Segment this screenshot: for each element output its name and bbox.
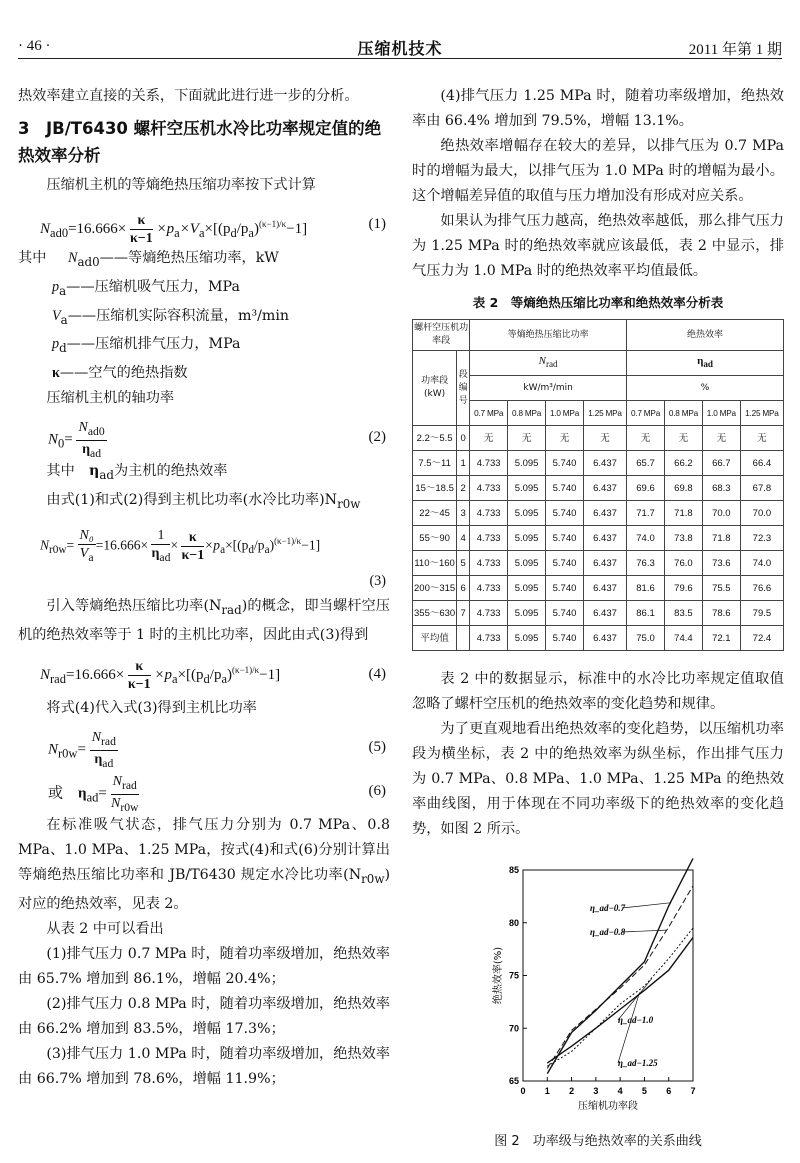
x-tick-label: 7 bbox=[690, 1086, 696, 1096]
table-cell: 70.0 bbox=[702, 501, 740, 526]
series-label: η_ad−1.25 bbox=[618, 1058, 658, 1068]
table-header: $\eta_{ad}$ bbox=[627, 351, 784, 376]
equation-6: 或 $\eta_{ad}=$ $\frac{N_{rad}}{N_{r0w}}$ (6) bbox=[48, 773, 386, 814]
table-cell: 5.740 bbox=[546, 526, 584, 551]
table-header-pressure: 0.8 MPa bbox=[508, 401, 546, 426]
table-cell: 4.733 bbox=[470, 551, 508, 576]
table-cell: 4.733 bbox=[470, 526, 508, 551]
table-header: $N_{rad}$ bbox=[470, 351, 627, 376]
table-cell: 6.437 bbox=[583, 626, 626, 651]
table-row bbox=[413, 476, 784, 501]
x-tick-label: 3 bbox=[593, 1086, 599, 1096]
figure-caption: 图 2 功率级与绝热效率的关系曲线 bbox=[494, 1134, 702, 1149]
table-header-pressure: 0.8 MPa bbox=[664, 401, 702, 426]
table-row bbox=[413, 526, 784, 551]
table-cell: 76.0 bbox=[664, 551, 702, 576]
table-cell: 74.0 bbox=[627, 526, 665, 551]
table-row bbox=[413, 601, 784, 626]
table-cell: 79.5 bbox=[740, 601, 783, 626]
table-header-pressure: 1.25 MPa bbox=[583, 401, 626, 426]
table-cell: 65.7 bbox=[627, 451, 665, 476]
table-cell: 5.740 bbox=[546, 451, 584, 476]
plot-frame bbox=[523, 870, 693, 1081]
table-header-pressure: 0.7 MPa bbox=[627, 401, 665, 426]
table-cell: 15～18.5 bbox=[413, 476, 457, 501]
table-cell: 5.740 bbox=[546, 551, 584, 576]
equation-3: $N_{r0w}=$ $\frac{\text{N₀}}{V_a}$ =16.666× $\frac{1}{\eta_{ad}}$ × $\frac{\kappa}{\kappa-1}$ $\times p_a\times[(p_d/p_a)^{(\kappa-1)/\kappa}-1]$ bbox=[40, 527, 321, 564]
table-cell: 4.733 bbox=[470, 451, 508, 476]
data-table bbox=[412, 319, 784, 651]
table-cell: 5.095 bbox=[508, 551, 546, 576]
table-cell: 5.095 bbox=[508, 601, 546, 626]
efficiency-chart bbox=[473, 858, 713, 1128]
table-header: 功率段(kW) bbox=[413, 351, 457, 426]
table-cell: 1 bbox=[457, 451, 470, 476]
table-header-pressure: 0.7 MPa bbox=[470, 401, 508, 426]
table-row bbox=[413, 426, 784, 451]
equation-2: $N_0=$ $\frac{N_{ad0}}{\eta_{ad}}$ (2) bbox=[48, 420, 386, 460]
table-cell: 5 bbox=[457, 551, 470, 576]
table-cell: 75.0 bbox=[627, 626, 665, 651]
table-cell: 平均值 bbox=[413, 626, 457, 651]
table-cell: 5.740 bbox=[546, 576, 584, 601]
paragraph: 由式(1)和式(2)得到主机比功率(水冷比功率)$N_{r0w}$ bbox=[46, 492, 361, 511]
x-tick-label: 5 bbox=[641, 1086, 647, 1096]
table-cell: 5.095 bbox=[508, 626, 546, 651]
table-cell: 4 bbox=[457, 526, 470, 551]
issue-label: 2011 年第 1 期 bbox=[688, 42, 782, 58]
table-row bbox=[413, 501, 784, 526]
table-cell: 5.095 bbox=[508, 501, 546, 526]
paragraph: 压缩机主机的轴功率 bbox=[46, 390, 175, 407]
table-cell: 76.6 bbox=[740, 576, 783, 601]
table-cell: 6.437 bbox=[583, 526, 626, 551]
table-cell: 5.740 bbox=[546, 501, 584, 526]
table-cell: 5.740 bbox=[546, 601, 584, 626]
table-cell: 4.733 bbox=[470, 626, 508, 651]
table-cell: 79.6 bbox=[664, 576, 702, 601]
paragraph: 热效率建立直接的关系，下面就此进行进一步的分析。 bbox=[18, 88, 359, 104]
table-cell: 无 bbox=[664, 426, 702, 451]
table-cell: 2 bbox=[457, 476, 470, 501]
table-row bbox=[413, 626, 784, 651]
table-header-pressure: 1.25 MPa bbox=[740, 401, 783, 426]
table-header: 绝热效率 bbox=[627, 320, 784, 351]
table-header: kW/m³/min bbox=[470, 376, 627, 401]
equation-5: $N_{r0w}=$ $\frac{N_{rad}}{\eta_{ad}}$ (5) bbox=[48, 729, 386, 770]
table-header: 等熵绝热压缩比功率 bbox=[470, 320, 627, 351]
y-tick-label: 65 bbox=[508, 1076, 519, 1086]
table-cell: 22～45 bbox=[413, 501, 457, 526]
table-cell: 6 bbox=[457, 576, 470, 601]
table-row bbox=[413, 451, 784, 476]
series-label: η_ad−0.7 bbox=[590, 903, 626, 913]
table-cell: 55～90 bbox=[413, 526, 457, 551]
page-number: · 46 · bbox=[18, 38, 51, 54]
table-cell: 无 bbox=[546, 426, 584, 451]
paragraph: (3)排气压力 1.0 MPa 时，随着功率级增加，绝热效率由 66.7% 增加到 78.6%，增幅 11.9%； bbox=[18, 1045, 390, 1087]
table-cell bbox=[457, 626, 470, 651]
table-cell: 78.6 bbox=[702, 601, 740, 626]
table-cell: 69.8 bbox=[664, 476, 702, 501]
table-cell: 3 bbox=[457, 501, 470, 526]
paragraph: 将式(4)代入式(3)得到主机比功率 bbox=[46, 699, 257, 716]
x-tick-label: 2 bbox=[569, 1086, 575, 1096]
equation-1: $N_{ad0}=16.666\times$ $\frac{\kappa}{\kappa-1}$ $\times p_a\times V_a\times[(p_d/p_a)^{(\kappa-1)/\kappa}-1]$ (1) bbox=[40, 213, 386, 247]
equation-3-number: (3) bbox=[369, 572, 386, 589]
paragraph: 从表 2 中可以看出 bbox=[46, 920, 164, 937]
paragraph: (1)排气压力 0.7 MPa 时，随着功率级增加，绝热效率由 65.7% 增加到 86.1%，增幅 20.4%； bbox=[18, 945, 390, 987]
table-cell: 74.4 bbox=[664, 626, 702, 651]
table-cell: 2.2～5.5 bbox=[413, 426, 457, 451]
table-cell: 5.740 bbox=[546, 626, 584, 651]
table-header: 螺杆空压机功率段 bbox=[413, 320, 470, 351]
table-cell: 6.437 bbox=[583, 476, 626, 501]
table-cell: 6.437 bbox=[583, 601, 626, 626]
table-header-pressure: 1.0 MPa bbox=[546, 401, 584, 426]
page-header bbox=[18, 34, 782, 59]
table-cell: 7.5～11 bbox=[413, 451, 457, 476]
table-cell: 81.6 bbox=[627, 576, 665, 601]
series-line bbox=[547, 886, 693, 1069]
table-cell: 70.0 bbox=[740, 501, 783, 526]
table-cell: 7 bbox=[457, 601, 470, 626]
table-cell: 5.095 bbox=[508, 526, 546, 551]
y-tick-label: 70 bbox=[508, 1023, 519, 1034]
x-tick-label: 1 bbox=[544, 1086, 550, 1096]
symbol-definitions: 其中 $N_{ad0}——$等熵绝热压缩功率，kW $p_a——$压缩机吸气压力，MPa $V_a——$压缩机实际容积流量，m³/min $p_d——$压缩机排气压力，MPa κ——空气的绝热指数 bbox=[18, 250, 290, 382]
x-tick-label: 6 bbox=[666, 1086, 672, 1096]
series-line bbox=[547, 938, 693, 1064]
x-axis-label: 压缩机功率段 bbox=[578, 1101, 638, 1112]
table-cell: 74.0 bbox=[740, 551, 783, 576]
table-header-pressure: 1.0 MPa bbox=[702, 401, 740, 426]
x-tick-label: 0 bbox=[520, 1086, 526, 1096]
paragraph: 压缩机主机的等熵绝热压缩功率按下式计算 bbox=[46, 177, 316, 193]
series-leader-line bbox=[622, 903, 671, 908]
table-cell: 6.437 bbox=[583, 451, 626, 476]
table-cell: 4.733 bbox=[470, 501, 508, 526]
table-cell: 86.1 bbox=[627, 601, 665, 626]
table-cell: 66.2 bbox=[664, 451, 702, 476]
table-cell: 无 bbox=[508, 426, 546, 451]
table-cell: 83.5 bbox=[664, 601, 702, 626]
table-header: 段编号 bbox=[457, 351, 470, 426]
table-cell: 71.8 bbox=[702, 526, 740, 551]
table-header: % bbox=[627, 376, 784, 401]
table-cell: 69.6 bbox=[627, 476, 665, 501]
table-cell: 68.3 bbox=[702, 476, 740, 501]
table-cell: 75.5 bbox=[702, 576, 740, 601]
y-axis-label: 绝热效率(%) bbox=[493, 946, 504, 1005]
table-cell: 6.437 bbox=[583, 576, 626, 601]
table-cell: 66.4 bbox=[740, 451, 783, 476]
series-line bbox=[547, 928, 693, 1066]
table-cell: 67.8 bbox=[740, 476, 783, 501]
table-cell: 无 bbox=[702, 426, 740, 451]
table-cell: 73.6 bbox=[702, 551, 740, 576]
table-cell: 71.8 bbox=[664, 501, 702, 526]
paragraph: 如果认为排气压力越高，绝热效率越低，那么排气压力为 1.25 MPa 时的绝热效率就应该最低，表 2 中显示，排气压力为 1.0 MPa 时的绝热效率平均值最低。 bbox=[412, 213, 784, 279]
table-cell: 71.7 bbox=[627, 501, 665, 526]
table-row bbox=[413, 576, 784, 601]
table-cell: 4.733 bbox=[470, 576, 508, 601]
table-caption: 表 2 等熵绝热压缩比功率和绝热效率分析表 bbox=[472, 295, 724, 310]
y-tick-label: 80 bbox=[508, 917, 519, 928]
table-cell: 4.733 bbox=[470, 476, 508, 501]
paragraph: 其中 $\eta_{ad}$为主机的绝热效率 bbox=[46, 463, 228, 483]
series-label: η_ad−1.0 bbox=[618, 1015, 654, 1025]
equation-4: $N_{rad}=16.666\times$ $\frac{\kappa}{\kappa-1}$ $\times p_a\times[(p_d/p_a)^{(\kappa-1)/\kappa}-1]$ (4) bbox=[40, 658, 386, 692]
table-cell: 200～315 bbox=[413, 576, 457, 601]
y-tick-label: 85 bbox=[508, 865, 519, 875]
series-label: η_ad−0.8 bbox=[590, 927, 626, 937]
table-cell: 5.095 bbox=[508, 451, 546, 476]
series-leader-line bbox=[622, 930, 666, 932]
paragraph: 绝热效率增幅存在较大的差异，以排气压为 0.7 MPa 时的增幅为最大，以排气压为 1.0 MPa 时的增幅为最小。这个增幅差异值的取值与压力增加没有形成对应关系。 bbox=[412, 138, 784, 204]
table-cell: 72.4 bbox=[740, 626, 783, 651]
paragraph: 引入等熵绝热压缩比功率$(N_{rad})$的概念，即当螺杆空压机的绝热效率等于 1 时的主机比功率，因此由式(3)得到 bbox=[18, 597, 390, 643]
section-heading: 3 JB/T6430 螺杆空压机水冷比功率规定值的绝热效率分析 bbox=[18, 119, 382, 165]
table-cell: 无 bbox=[740, 426, 783, 451]
table-cell: 72.1 bbox=[702, 626, 740, 651]
paragraph: (4)排气压力 1.25 MPa 时，随着功率级增加，绝热效率由 66.4% 增加到 79.5%，增幅 13.1%。 bbox=[412, 88, 784, 129]
table-cell: 5.095 bbox=[508, 576, 546, 601]
table-cell: 355～630 bbox=[413, 601, 457, 626]
journal-title: 压缩机技术 bbox=[357, 39, 443, 58]
table-cell: 无 bbox=[470, 426, 508, 451]
table-cell: 无 bbox=[627, 426, 665, 451]
paragraph: 表 2 中的数据显示，标准中的水冷比功率规定值取值忽略了螺杆空压机的绝热效率的变化趋势和规律。 bbox=[412, 671, 784, 712]
table-cell: 5.095 bbox=[508, 476, 546, 501]
y-tick-label: 75 bbox=[508, 970, 519, 981]
table-cell: 72.3 bbox=[740, 526, 783, 551]
table-cell: 110～160 bbox=[413, 551, 457, 576]
table-cell: 76.3 bbox=[627, 551, 665, 576]
paragraph: 在标准吸气状态，排气压力分别为 0.7 MPa、0.8 MPa、1.0 MPa、1.25 MPa，按式(4)和式(6)分别计算出等熵绝热压缩比功率和 JB/T6430 规定水冷比功率$(N_{r0w})$对应的绝热效率，见表 2。 bbox=[18, 816, 390, 912]
table-row bbox=[413, 551, 784, 576]
right-column bbox=[412, 84, 784, 842]
table-cell: 0 bbox=[457, 426, 470, 451]
table-cell: 6.437 bbox=[583, 501, 626, 526]
table-cell: 5.740 bbox=[546, 476, 584, 501]
table-cell: 4.733 bbox=[470, 601, 508, 626]
table-cell: 73.8 bbox=[664, 526, 702, 551]
table-cell: 无 bbox=[583, 426, 626, 451]
paragraph: (2)排气压力 0.8 MPa 时，随着功率级增加，绝热效率由 66.2% 增加到 83.5%，增幅 17.3%； bbox=[18, 995, 390, 1037]
paragraph: 为了更直观地看出绝热效率的变化趋势，以压缩机功率段为横坐标，表 2 中的绝热效率为纵坐标，作出排气压力为 0.7 MPa、0.8 MPa、1.0 MPa、1.25 MPa 的绝热效率曲线图，用于体现在不同功率级下的绝热效率的变化趋势，如图 2 所示。 bbox=[412, 721, 784, 837]
table-cell: 6.437 bbox=[583, 551, 626, 576]
table-cell: 66.7 bbox=[702, 451, 740, 476]
left-column bbox=[18, 84, 390, 1092]
x-tick-label: 4 bbox=[617, 1086, 623, 1096]
